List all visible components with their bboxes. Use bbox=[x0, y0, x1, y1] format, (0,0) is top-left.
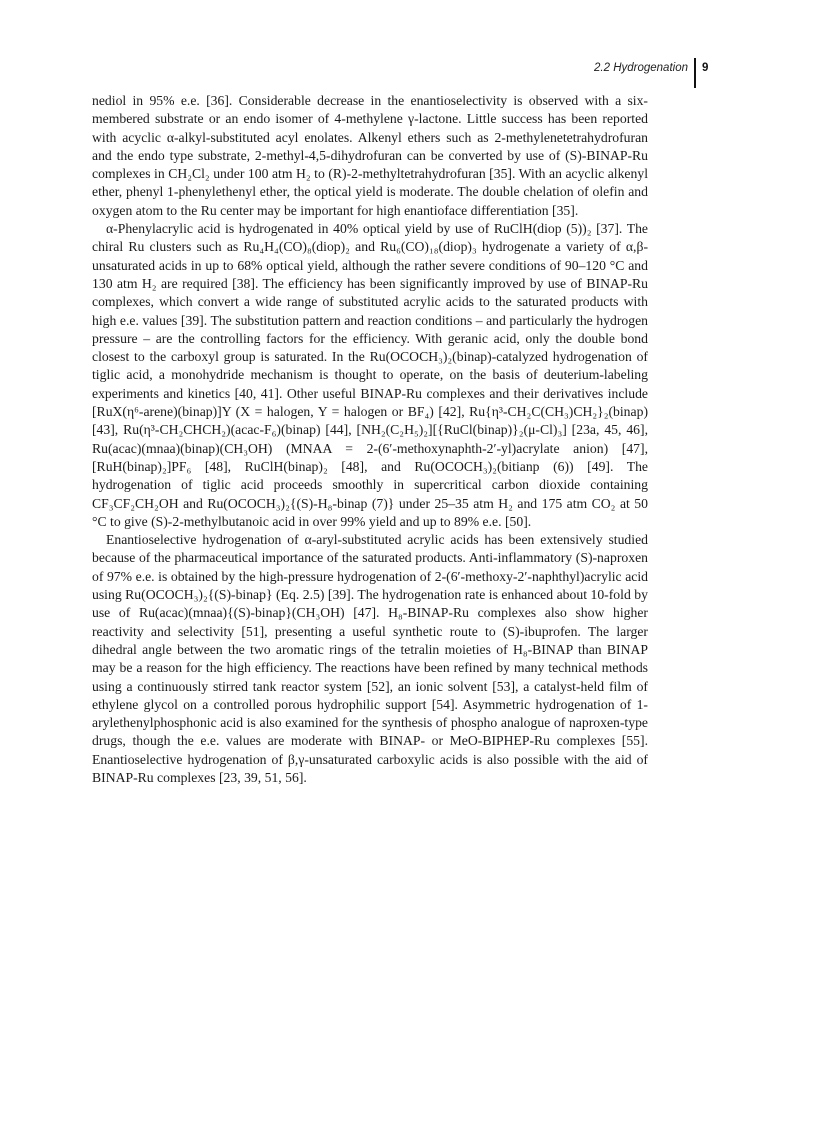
body-text bbox=[92, 92, 648, 787]
page-number: 9 bbox=[702, 62, 709, 74]
header-rule bbox=[694, 58, 696, 88]
paragraph-1: nediol in 95% e.e. [36]. Considerable decrease in the enantioselectivity is observed with a six-membered substrate or an endo isomer of 4-methylene γ-lactone. Little success has been reported with acyclic α-alkyl-substituted acyl enolates. Alkenyl ethers such as 2-methylenetetrahydrofuran and the endo type substrate, 2-methyl-4,5-dihydrofuran can be converted by use of (S)-BINAP-Ru complexes in CH₂Cl₂ under 100 atm H₂ to (R)-2-methyltetrahydrofuran [35]. With an acyclic alkenyl ether, phenyl 1-phenylethenyl ether, the optical yield is moderate. The double chelation of olefin and oxygen atom to the Ru center may be important for high enantioface differentiation [35]. bbox=[92, 93, 648, 218]
paragraph-3: Enantioselective hydrogenation of α-aryl-substituted acrylic acids has been extensively studied because of the pharmaceutical importance of the saturated products. Anti-inflammatory (S)-naproxen of 97% e.e. is obtained by the high-pressure hydrogenation of 2-(6′-methoxy-2′-naphthyl)acrylic acid using Ru(OCOCH₃)₂{(S)-binap} (Eq. 2.5) [39]. The hydrogenation rate is enhanced about 10-fold by use of Ru(acac)(mnaa){(S)-binap}(CH₃OH) [47]. H₈-BINAP-Ru complexes also show higher reactivity and selectivity [51], presenting a useful synthetic route to (S)-ibuprofen. The larger dihedral angle between the two aromatic rings of the tetralin moieties of H₈-BINAP than BINAP may be a reason for the high efficiency. The reactions have been refined by many technical methods using a continuously stirred tank reactor system [52], an ionic solvent [53], a catalyst-held film of ethylene glycol on a controlled porous hydrophilic support [54]. Asymmetric hydrogenation of 1-arylethenylphosphonic acid is also examined for the synthesis of phospho analogue of naproxen-type drugs, though the e.e. values are moderate with BINAP- or MeO-BIPHEP-Ru complexes [55]. Enantioselective hydrogenation of β,γ-unsaturated carboxylic acids is also possible with the aid of BINAP-Ru complexes [23, 39, 51, 56]. bbox=[92, 532, 648, 785]
running-head: 2.2 Hydrogenation bbox=[594, 62, 688, 74]
paragraph-2: α-Phenylacrylic acid is hydrogenated in 40% optical yield by use of RuClH(diop (5))₂ [37]. The chiral Ru clusters such as Ru₄H₄(CO)₈(diop)₂ and Ru₆(CO)₁₈(diop)₃ hydrogenate a variety of α,β-unsaturated acids in up to 68% optical yield, although the rather severe conditions of 90–120 °C and 130 atm H₂ are required [38]. The efficiency has been significantly improved by use of BINAP-Ru complexes, which convert a wide range of substituted acrylic acids to the saturated products with high e.e. values [39]. The substitution pattern and reaction conditions – and particularly the hydrogen pressure – are the controlling factors for the efficiency. With geranic acid, only the double bond closest to the carboxyl group is saturated. In the Ru(OCOCH₃)₂(binap)-catalyzed hydrogenation of tiglic acid, a monohydride mechanism is thought to operate, on the basis of deuterium-labeling experiments and kinetics [40, 41]. Other useful BINAP-Ru complexes and their derivatives include [RuX(η⁶-arene)(binap)]Y (X = halogen, Y = halogen or BF₄) [42], Ru{η³-CH₂C(CH₃)CH₂}₂(binap) [43], Ru(η³-CH₂CHCH₂)(acac-F₆)(binap) [44], [NH₂(C₂H₅)₂][{RuCl(binap)}₂(μ-Cl)₃] [23a, 45, 46], Ru(acac)(mnaa)(binap)(CH₃OH) (MNAA = 2-(6′-methoxynaphth-2′-yl)acrylate anion) [47], [RuH(binap)₂]PF₆ [48], RuClH(binap)₂ [48], and Ru(OCOCH₃)₂(bitianp (6)) [49]. The hydrogenation of tiglic acid proceeds smoothly in supercritical carbon dioxide containing CF₃CF₂CH₂OH and Ru(OCOCH₃)₂{(S)-H₈-binap (7)} under 25–35 atm H₂ and 175 atm CO₂ at 50 °C to give (S)-2-methylbutanoic acid in over 99% yield and up to 89% e.e. [50]. bbox=[92, 221, 648, 529]
